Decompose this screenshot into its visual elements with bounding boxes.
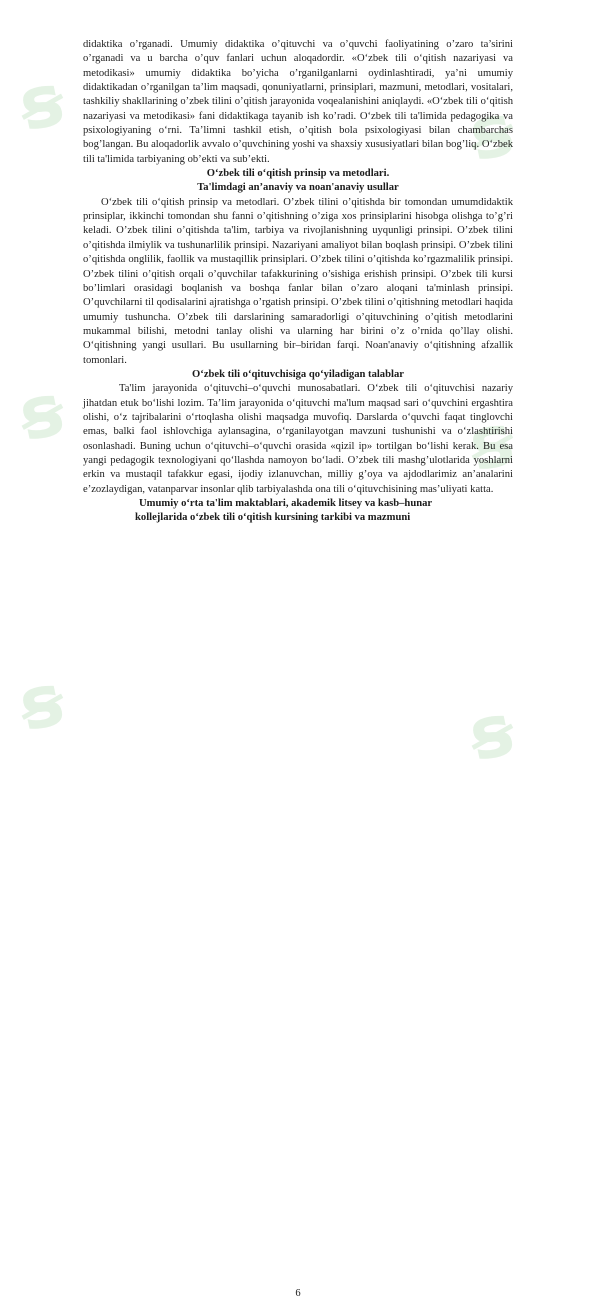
watermark-mark-1: ꞩ [11, 56, 72, 148]
watermark-mark-6: ꞩ [461, 686, 522, 778]
heading-principles-methods: O‘zbek tili o‘qitish prinsip va metodlari. [206, 168, 390, 180]
watermark-mark-2: ꞩ [461, 86, 522, 178]
paragraph-principles: O‘zbek tili o‘qitish prinsip va metodlari. O’zbek tilini o’qitishda bir tomondan umumdidaktik prinsiplar, ikkinchi tomondan shu fanni o’qitishning o’ziga xos prinsiplarini hisobga olishga to’g’ri keladi. O’zbek tilini o’qitishda ta'lim, tarbiya va rivojlanishning uyqunligi prinsipi. O’zbek tilini o’qitishda ilmiylik va tushunarlilik prinsipi. Nazariyani amaliyot bilan boqlash prinsipi. O’zbek tilini o’qitishda onglilik, faollik va mustaqillik prinsiplari. O’zbek tilini o’qitishda ko’rgazmalilik prinsipi. O’zbek tilini o’qitish orqali o’quvchilar tafakkurining o’sishiga erishish prinsipi. O’zbek tili kursi bo’limlari orasidagi boqlanish va boshqa fanlar bilan o’zaro aloqani ta'minlash prinsipi. O’quvchilarni til qodisalarini ajratishga o’rgatish prinsipi. O’zbek tilini o’qitishning metodlari haqida umumiy tushuncha. O’zbek tili darslarining samaradorligi o’qituvchining o’qitish metodlarini mukammal bilishi, metodni tanlay olishi va ularning har birini o’z o’rnida qo’llay olishi. O‘qitishning yangi usullari. Bu usullarning bir–biridan farqi. Noan'anaviy o‘qitishning afzallik tomonlari. [83, 196, 513, 366]
paragraph-didactics: didaktika o’rganadi. Umumiy didaktika o’qituvchi va o’quvchi faoliyatining o’zaro ta’sirini o’rganadi va u barcha o’quv fanlari uchun aloqadordir. «O‘zbek tili o‘qitish nazariyasi va metodikasi» umumiy didaktika bo’yicha o’rganilganlarni oydinlashtiradi, ya’ni umumiy didaktikadan o’rganilgan ta’lim maqsadi, qonuniyatlarni, prinsiplari, mazmuni, metodlari, vositalari, tashkiliy shakllarining o’zbek tilini o’qitish jarayonida voqealanishini aniqlaydi. «O‘zbek tili o‘qitish nazariyasi va metodikasi» fani didaktikaga tayanib ish ko’radi. O‘zbek tili ta'limida pedagogika va psixologiyaning o‘rni. Ta’limni tashkil etish, o’qitish bola psixologiyasi bilan chambarchas bog’langan. Bu aloqadorlik avvalo o’quvchining yoshi va shaxsiy xususiyatlari bilan bog’liq. O‘zbek tili ta'limida tarbiyaning ob’ekti va sub’ekti. [83, 39, 513, 165]
heading-teacher-requirements: O‘zbek tili o‘qituvchisiga qo‘yiladigan talablar [192, 368, 404, 380]
paragraph-teacher-requirements: Ta'lim jarayonida o‘qituvchi–o‘quvchi munosabatlari. O‘zbek tili o‘qituvchisi nazariy jihatdan etuk bo‘lishi lozim. Ta’lim jarayonida o‘qituvchi ma'lum maqsad sari o‘quvchini ergashtira olishi, o‘z tajribalarini o‘rtoqlasha olishi maqsadga muvofiq. Darslarda o‘quvchi faqat tinglovchi emas, balki faol ishlovchiga aylansagina, o‘rganilayotgan mavzuni tushunishi va o‘zlashtirishi osonlashadi. Buning uchun o‘qituvchi–o‘quvchi orasida «qizil ip» tortilgan bo‘lishi kerak. Bu esa yangi pedagogik texnologiyani qo‘llashda namoyon bo‘ladi. O’zbek tili mashg’ulotlarida yoshlarni erkin va mustaqil tafakkur egasi, ijodiy izlanuvchan, milliy g’oya va ajdodlarimiz an’analarini e’zozlaydigan, vatanparvar insonlar qlib tarbiyalashda ona tili o‘qituvchisining mas’uliyati katta. [83, 383, 513, 495]
document-page [83, 38, 513, 526]
watermark-mark-4: ꞩ [461, 396, 522, 488]
heading-curriculum-line-2: kollejlarida o‘zbek tili o‘qitish kursining tarkibi va mazmuni [135, 512, 411, 524]
heading-curriculum-line-1: Umumiy o‘rta ta'lim maktablari, akademik litsey va kasb–hunar [139, 498, 433, 509]
watermark-mark-3: ꞩ [11, 366, 72, 458]
watermark-mark-5: ꞩ [11, 656, 72, 748]
heading-traditional-methods: Ta'limdagi an’anaviy va noan'anaviy usullar [197, 182, 399, 194]
page-number: 6 [295, 1287, 301, 1299]
